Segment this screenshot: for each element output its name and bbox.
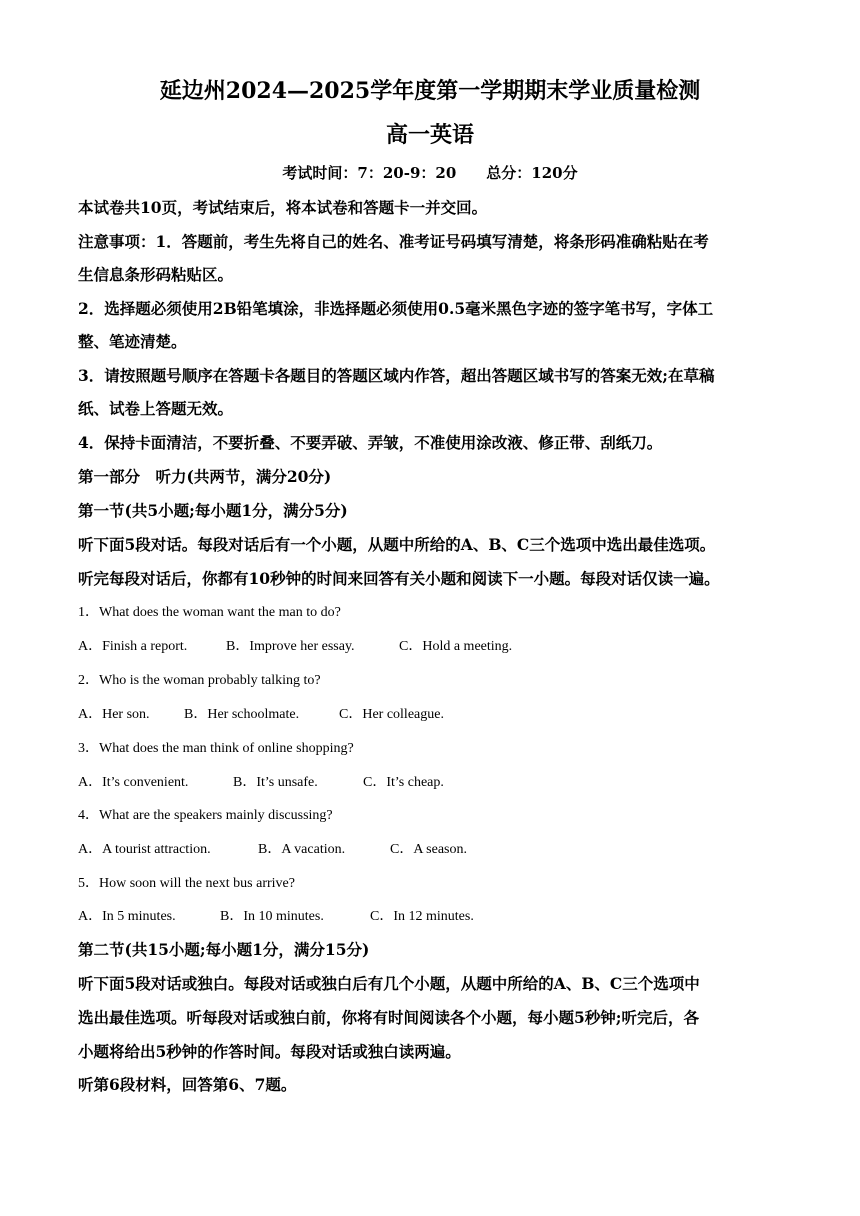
option-b: B．It’s unsafe.	[233, 775, 318, 790]
intro-text: 本试卷共10页，考试结束后，将本试卷和答题卡一并交回。	[78, 198, 488, 217]
note2-line2: 整、笔迹清楚。	[78, 332, 187, 351]
option-b: B．Her schoolmate.	[184, 707, 300, 722]
option-b: B．In 10 minutes.	[220, 909, 324, 924]
option-a: A．In 5 minutes.	[78, 909, 176, 924]
option-c: C．In 12 minutes.	[370, 909, 474, 924]
exam-title: 延边州2024—2025学年度第一学期期末学业质量检测	[159, 78, 701, 104]
question-2-options	[78, 706, 784, 724]
subject-title: 高一英语	[385, 122, 474, 148]
question-4-options	[78, 841, 784, 859]
option-a: A．Finish a report.	[78, 639, 188, 654]
question-5-options	[78, 908, 784, 926]
section1-heading: 第一节(共5小题;每小题1分，满分5分)	[78, 501, 348, 520]
section2-instructions-line2: 选出最佳选项。听每段对话或独白前，你将有时间阅读各个小题，每小题5秒钟;听完后，各	[78, 1008, 700, 1027]
option-c: C．Her colleague.	[339, 707, 444, 722]
section1-instructions-line2: 听完每段对话后，你都有10秒钟的时间来回答有关小题和阅读下一小题。每段对话仅读一遍。	[78, 569, 720, 588]
option-a: A．Her son.	[78, 707, 150, 722]
exam-info: 考试时间：7：20-9：20 总分：120分	[282, 164, 578, 182]
note3-line1: 3．请按照题号顺序在答题卡各题目的答题区域内作答，超出答题区域书写的答案无效;在草稿	[78, 366, 715, 385]
option-a: A．It’s convenient.	[78, 775, 189, 790]
part1-heading: 第一部分 听力(共两节，满分20分)	[78, 467, 332, 486]
question-4: 4．What are the speakers mainly discussing?	[78, 808, 333, 823]
question-3: 3．What does the man think of online shopping?	[78, 741, 354, 756]
section2-instructions-line3: 小题将给出5秒钟的作答时间。每段对话或独白读两遍。	[78, 1042, 461, 1061]
section1-instructions-line1: 听下面5段对话。每段对话后有一个小题，从题中所给的A、B、C三个选项中选出最佳选项。	[78, 535, 716, 554]
option-c: C．A season.	[390, 842, 467, 857]
material-6-prompt: 听第6段材料，回答第6、7题。	[78, 1075, 297, 1094]
question-1: 1．What does the woman want the man to do?	[78, 605, 341, 620]
note1-line2: 生信息条形码粘贴区。	[78, 265, 234, 284]
question-1-options	[78, 638, 784, 656]
note2-line1: 2．选择题必须使用2B铅笔填涂，非选择题必须使用0.5毫米黑色字迹的签字笔书写，字体工	[78, 299, 714, 318]
note3-line2: 纸、试卷上答题无效。	[78, 399, 234, 418]
option-b: B．A vacation.	[258, 842, 346, 857]
option-a: A．A tourist attraction.	[78, 842, 211, 857]
question-5: 5．How soon will the next bus arrive?	[78, 876, 295, 891]
section2-instructions-line1: 听下面5段对话或独白。每段对话或独白后有几个小题，从题中所给的A、B、C三个选项中	[78, 974, 700, 993]
option-c: C．Hold a meeting.	[399, 639, 513, 654]
option-b: B．Improve her essay.	[226, 639, 355, 654]
note4: 4．保持卡面清洁，不要折叠、不要弄破、弄皱，不准使用涂改液、修正带、刮纸刀。	[78, 433, 663, 452]
section2-heading: 第二节(共15小题;每小题1分，满分15分)	[78, 940, 370, 959]
question-3-options	[78, 774, 784, 792]
question-2: 2．Who is the woman probably talking to?	[78, 673, 321, 688]
note1-line1: 注意事项：1．答题前，考生先将自己的姓名、准考证号码填写清楚，将条形码准确粘贴在考	[78, 232, 709, 251]
option-c: C．It’s cheap.	[363, 775, 444, 790]
